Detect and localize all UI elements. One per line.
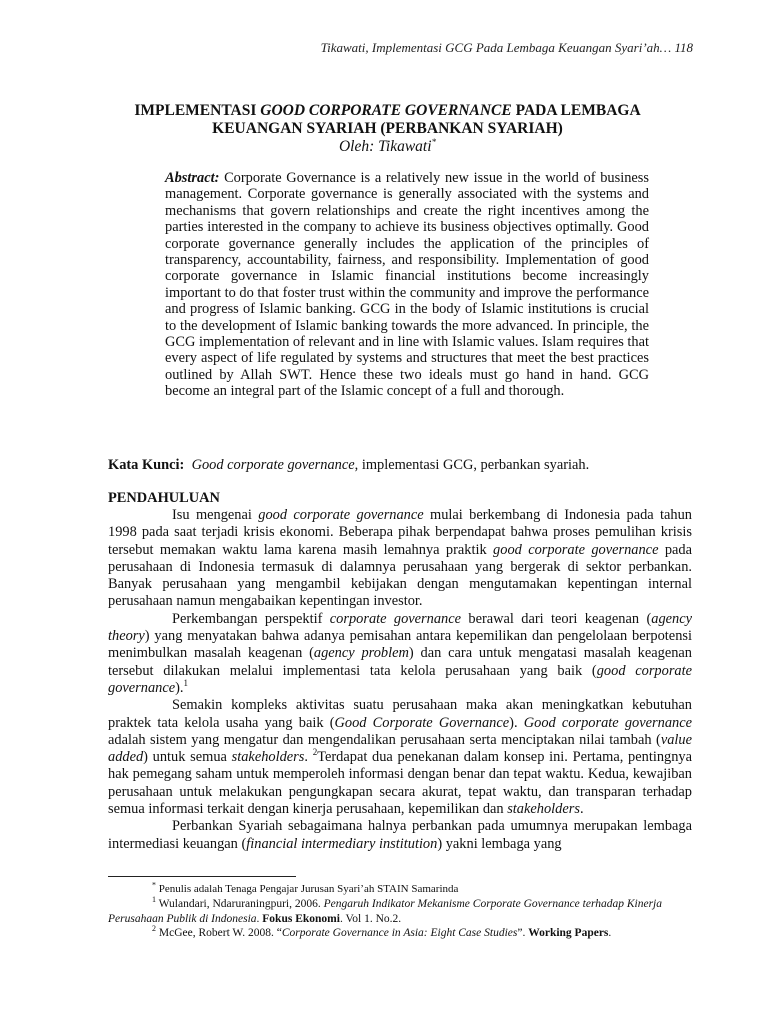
title-part-3: PADA LEMBAGA KEUANGAN SYARIAH (PERBANKAN SYARIAH) xyxy=(212,102,641,137)
paragraph-3 xyxy=(108,697,692,818)
p3-text-e: adalah sistem yang mengatur dan mengendalikan perusahaan serta menciptakan nilai tambah ( xyxy=(108,731,661,748)
footnote-author-text: Penulis adalah Tenaga Pengajar Jurusan Syari’ah STAIN Samarinda xyxy=(156,883,459,895)
p3-text-j: Terdapat dua penekanan dalam konsep ini. Pertama, pentingnya hak pemegang saham untuk memperoleh informasi dengan benar dan tepat waktu. Kedua, kewajiban perusahaan untuk melakukan pengungkapan secara akurat, tepat waktu, dan transparan terhadap semua informasi terkait dengan kinerja perusahaan, kepemilikan dan xyxy=(108,749,692,818)
p4-italic-b: financial intermediary institution xyxy=(246,835,438,852)
p2-text-a: Perkembangan perspektif xyxy=(172,610,330,627)
footnote-1 xyxy=(108,894,692,927)
p4-text-a: Perbankan Syariah sebagaimana halnya perbankan pada umumnya merupakan lembaga intermediasi keuangan ( xyxy=(108,818,692,852)
paper-title xyxy=(100,102,675,138)
fn2-text-e: . xyxy=(608,927,612,940)
fn1-text-c: . xyxy=(256,912,263,925)
footnote-ref-1: 1 xyxy=(183,678,189,689)
author-line xyxy=(100,137,675,156)
keywords xyxy=(108,457,708,474)
p3-text-l: . xyxy=(579,801,584,818)
footnote-mark-star: * xyxy=(152,880,156,890)
paragraph-1 xyxy=(108,507,692,611)
fn1-text-a: Wulandari, Ndaruraningpuri, 2006. xyxy=(156,897,324,910)
abstract-label: Abstract: xyxy=(165,170,220,186)
p3-italic-b: Good Corporate Governance xyxy=(334,714,510,731)
p1-text-e: pada perusahaan di Indonesia termasuk di dalamnya perusahaan yang bergerak di sektor perbankan. Banyak perusahaan yang mengambil kebijakan dengan mengutamakan kepentingan internal perusahaan namun mengabaikan kepentingan investor. xyxy=(108,541,693,610)
p2-italic-h: good corporate governance xyxy=(108,662,692,696)
keywords-italic: Good corporate governance xyxy=(191,457,355,473)
author-footnote-mark: * xyxy=(431,137,437,147)
p2-italic-b: corporate governance xyxy=(329,610,462,627)
p2-text-c: berawal dari teori keagenan ( xyxy=(461,610,652,627)
p3-italic-d: Good corporate governance xyxy=(523,714,692,731)
footnote-2 xyxy=(108,926,692,941)
p2-text-i: ). xyxy=(175,679,184,696)
p3-text-g: ) untuk semua xyxy=(143,749,232,766)
paragraph-2 xyxy=(108,611,692,697)
title-part-1: IMPLEMENTASI xyxy=(134,102,261,119)
fn2-bold-d: Working Papers xyxy=(528,927,609,940)
footnotes xyxy=(108,882,692,941)
footnote-divider xyxy=(108,876,296,877)
abstract-text: Corporate Governance is a relatively new issue in the world of business management. Corporate governance is generally associated with the systems and mechanisms that govern relationships and create the right incentives among the parties interested in the company to achieve its business objectives optimally. Good corporate governance generally includes the application of the principles of transparency, accountability, fairness, and responsibility. Implementation of good corporate governance in Islamic financial institutions become increasingly important to do that foster trust within the community and improve the performance and progress of Islamic banking. GCG in the body of Islamic institutions is crucial to the development of Islamic banking towards the more advanced. In principle, the GCG implementation of relevant and in line with Islamic values. Islam requires that every aspect of life regulated by systems and structures that meet the best practices outlined by Allah SWT. Hence these two ideals must go hand in hand. GCG become an integral part of the Islamic concept of a full and thorough. xyxy=(165,170,649,400)
p2-italic-d: agency theory xyxy=(108,610,692,645)
keywords-label: Kata Kunci: xyxy=(108,457,185,473)
p3-italic-h: stakeholders xyxy=(231,749,305,766)
fn2-text-a: McGee, Robert W. 2008. “ xyxy=(156,927,282,940)
paragraph-4 xyxy=(108,818,692,853)
keywords-rest: , implementasi GCG, perbankan syariah. xyxy=(354,457,590,473)
p3-text-a: Semakin kompleks aktivitas suatu perusahaan maka akan meningkatkan kebutuhan praktek tata kelola usaha yang baik ( xyxy=(108,697,692,731)
fn2-italic-b: Corporate Governance in Asia: Eight Case Studies xyxy=(281,927,518,940)
p3-italic-f: value added xyxy=(108,731,692,766)
footnote-author xyxy=(108,882,692,897)
fn2-text-c: ”. xyxy=(517,927,529,940)
footnote-mark-1: 1 xyxy=(152,894,156,904)
p3-text-c: ). xyxy=(509,714,524,731)
body-text xyxy=(108,507,692,853)
p3-text-i: . xyxy=(304,749,313,766)
abstract xyxy=(165,170,649,400)
p2-text-g: ) dan cara untuk mengatasi masalah keagenan tersebut dilakukan melalui implementasi tata kelola perusahaan yang baik ( xyxy=(108,645,692,679)
title-part-2: GOOD CORPORATE GOVERNANCE xyxy=(260,102,512,119)
p3-italic-k: stakeholders xyxy=(507,801,580,818)
p2-text-e: ) yang menyatakan bahwa adanya pemisahan antara kepemilikan dan pengelolaan berpotensi menimbulkan masalah keagenan ( xyxy=(108,628,692,662)
p1-italic-d: good corporate governance xyxy=(493,541,659,558)
p1-italic-b: good corporate governance xyxy=(258,507,424,523)
running-head: Tikawati, Implementasi GCG Pada Lembaga Keuangan Syari’ah… 118 xyxy=(320,40,693,55)
author-name: Oleh: Tikawati xyxy=(338,138,432,156)
footnote-ref-2: 2 xyxy=(312,747,318,758)
p1-text-a: Isu mengenai xyxy=(172,507,259,523)
fn1-italic-b: Pengaruh Indikator Mekanisme Corporate Governance terhadap Kinerja Perusahaan Publik di Indonesia xyxy=(108,897,662,925)
p1-text-c: mulai berkembang di Indonesia pada tahun 1998 pada saat terjadi krisis ekonomi. Beberapa pihak berpendapat bahwa proses pemulihan krisis tersebut memakan waktu lama karena masih lemahnya praktik xyxy=(108,507,692,558)
fn1-bold-d: Fokus Ekonomi xyxy=(262,912,340,925)
p4-text-c: ) yakni lembaga yang xyxy=(437,835,562,852)
footnote-mark-2: 2 xyxy=(152,924,156,934)
fn1-text-e: . Vol 1. No.2. xyxy=(339,912,402,925)
section-heading: PENDAHULUAN xyxy=(108,490,220,506)
p2-italic-f: agency problem xyxy=(313,645,409,662)
